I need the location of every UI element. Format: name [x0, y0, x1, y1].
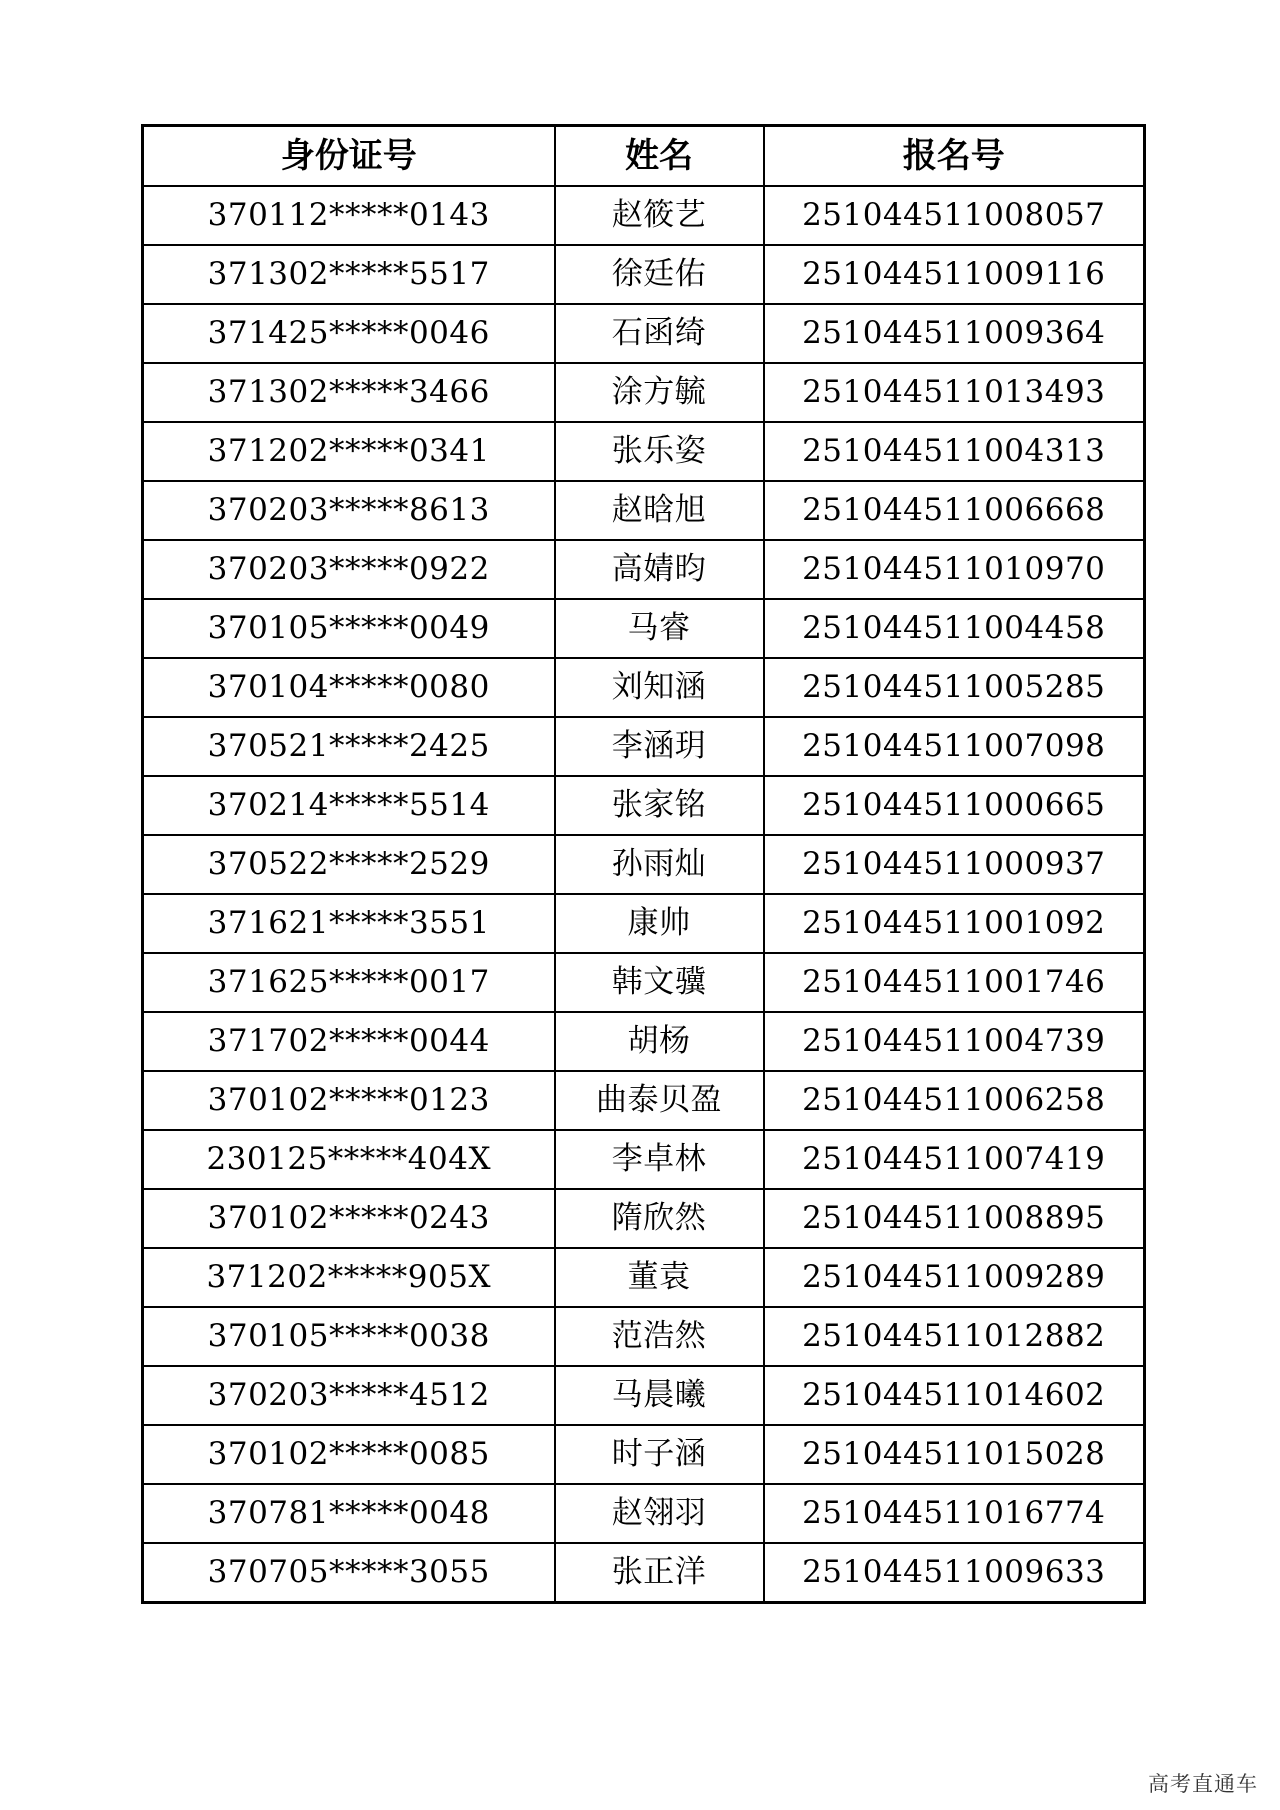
registration-number-cell: 251044511016774 — [764, 1484, 1145, 1543]
table-row — [143, 776, 1145, 835]
table-row — [143, 1130, 1145, 1189]
id-number-cell: 370214*****5514 — [143, 776, 555, 835]
id-number-cell: 371621*****3551 — [143, 894, 555, 953]
id-number-cell: 370102*****0123 — [143, 1071, 555, 1130]
table-row — [143, 953, 1145, 1012]
registration-number-cell: 251044511004739 — [764, 1012, 1145, 1071]
table-row — [143, 717, 1145, 776]
id-number-cell: 371625*****0017 — [143, 953, 555, 1012]
id-number-cell: 370104*****0080 — [143, 658, 555, 717]
registration-number-cell: 251044511007419 — [764, 1130, 1145, 1189]
table-row — [143, 1012, 1145, 1071]
table-row — [143, 1248, 1145, 1307]
header-row — [143, 126, 1145, 187]
id-number-cell: 371202*****0341 — [143, 422, 555, 481]
id-number-cell: 370102*****0243 — [143, 1189, 555, 1248]
table-row — [143, 658, 1145, 717]
id-number-cell: 370203*****8613 — [143, 481, 555, 540]
name-cell: 赵翎羽 — [555, 1484, 764, 1543]
id-number-cell: 371202*****905X — [143, 1248, 555, 1307]
registration-number-cell: 251044511000937 — [764, 835, 1145, 894]
header-name: 姓名 — [555, 126, 764, 187]
table-row — [143, 1189, 1145, 1248]
name-cell: 徐廷佑 — [555, 245, 764, 304]
table-row — [143, 245, 1145, 304]
name-cell: 范浩然 — [555, 1307, 764, 1366]
table-row — [143, 1543, 1145, 1603]
registration-number-cell: 251044511008057 — [764, 186, 1145, 245]
id-number-cell: 370781*****0048 — [143, 1484, 555, 1543]
roster-table — [141, 124, 1146, 1604]
table-row — [143, 835, 1145, 894]
registration-number-cell: 251044511001092 — [764, 894, 1145, 953]
registration-number-cell: 251044511001746 — [764, 953, 1145, 1012]
registration-number-cell: 251044511006668 — [764, 481, 1145, 540]
table-row — [143, 540, 1145, 599]
table-row — [143, 1307, 1145, 1366]
table-row — [143, 481, 1145, 540]
id-number-cell: 370521*****2425 — [143, 717, 555, 776]
name-cell: 孙雨灿 — [555, 835, 764, 894]
registration-number-cell: 251044511004313 — [764, 422, 1145, 481]
name-cell: 高婧昀 — [555, 540, 764, 599]
id-number-cell: 370105*****0038 — [143, 1307, 555, 1366]
registration-number-cell: 251044511015028 — [764, 1425, 1145, 1484]
header-registration-number: 报名号 — [764, 126, 1145, 187]
name-cell: 曲泰贝盈 — [555, 1071, 764, 1130]
table-row — [143, 186, 1145, 245]
registration-number-cell: 251044511009364 — [764, 304, 1145, 363]
name-cell: 马晨曦 — [555, 1366, 764, 1425]
registration-number-cell: 251044511013493 — [764, 363, 1145, 422]
name-cell: 赵筱艺 — [555, 186, 764, 245]
table-row — [143, 599, 1145, 658]
name-cell: 石函绮 — [555, 304, 764, 363]
table-row — [143, 304, 1145, 363]
id-number-cell: 371302*****5517 — [143, 245, 555, 304]
name-cell: 张乐姿 — [555, 422, 764, 481]
registration-number-cell: 251044511010970 — [764, 540, 1145, 599]
registration-number-cell: 251044511005285 — [764, 658, 1145, 717]
registration-number-cell: 251044511009289 — [764, 1248, 1145, 1307]
registration-number-cell: 251044511009633 — [764, 1543, 1145, 1603]
registration-number-cell: 251044511006258 — [764, 1071, 1145, 1130]
watermark-text: 高考直通车 — [1148, 1772, 1258, 1796]
name-cell: 张家铭 — [555, 776, 764, 835]
registration-number-cell: 251044511007098 — [764, 717, 1145, 776]
id-number-cell: 370522*****2529 — [143, 835, 555, 894]
name-cell: 赵晗旭 — [555, 481, 764, 540]
id-number-cell: 370112*****0143 — [143, 186, 555, 245]
id-number-cell: 230125*****404X — [143, 1130, 555, 1189]
registration-number-cell: 251044511008895 — [764, 1189, 1145, 1248]
name-cell: 隋欣然 — [555, 1189, 764, 1248]
id-number-cell: 371302*****3466 — [143, 363, 555, 422]
registration-number-cell: 251044511012882 — [764, 1307, 1145, 1366]
name-cell: 涂方毓 — [555, 363, 764, 422]
table-row — [143, 422, 1145, 481]
table-header — [143, 126, 1145, 187]
name-cell: 李涵玥 — [555, 717, 764, 776]
id-number-cell: 370203*****4512 — [143, 1366, 555, 1425]
name-cell: 时子涵 — [555, 1425, 764, 1484]
id-number-cell: 370102*****0085 — [143, 1425, 555, 1484]
id-number-cell: 371702*****0044 — [143, 1012, 555, 1071]
table-row — [143, 363, 1145, 422]
name-cell: 胡杨 — [555, 1012, 764, 1071]
name-cell: 张正洋 — [555, 1543, 764, 1603]
table-row — [143, 1425, 1145, 1484]
name-cell: 刘知涵 — [555, 658, 764, 717]
name-cell: 董袁 — [555, 1248, 764, 1307]
name-cell: 李卓林 — [555, 1130, 764, 1189]
registration-number-cell: 251044511000665 — [764, 776, 1145, 835]
registration-number-cell: 251044511009116 — [764, 245, 1145, 304]
table-row — [143, 1484, 1145, 1543]
id-number-cell: 370203*****0922 — [143, 540, 555, 599]
registration-number-cell: 251044511004458 — [764, 599, 1145, 658]
name-cell: 康帅 — [555, 894, 764, 953]
id-number-cell: 370105*****0049 — [143, 599, 555, 658]
table-body — [143, 186, 1145, 1603]
name-cell: 马睿 — [555, 599, 764, 658]
header-id-number: 身份证号 — [143, 126, 555, 187]
table-row — [143, 894, 1145, 953]
table-row — [143, 1366, 1145, 1425]
table-row — [143, 1071, 1145, 1130]
registration-number-cell: 251044511014602 — [764, 1366, 1145, 1425]
id-number-cell: 371425*****0046 — [143, 304, 555, 363]
id-number-cell: 370705*****3055 — [143, 1543, 555, 1603]
name-cell: 韩文骥 — [555, 953, 764, 1012]
